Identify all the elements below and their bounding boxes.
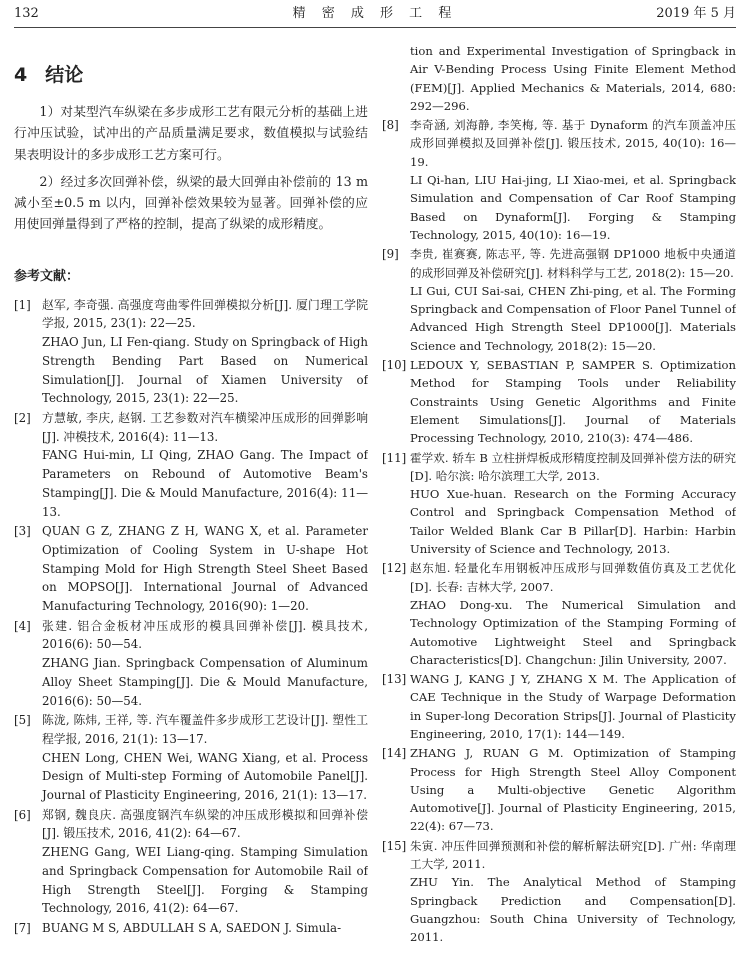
reference-line: LI Qi-han, LIU Hai-jing, LI Xiao-mei, et al. Springback Simulation and Compensation of Car Roof Stamping Based on Dynaform[J]. Forging & Stamping Technology, 2015, 40(10): 16—19. xyxy=(410,173,736,242)
reference-index: [12] xyxy=(382,561,407,576)
reference-item xyxy=(382,559,736,669)
left-column xyxy=(14,40,368,954)
reference-index: [10] xyxy=(382,358,407,373)
reference-item xyxy=(382,744,736,835)
conclusion-paragraph-2: 2）经过多次回弹补偿，纵梁的最大回弹由补偿前的 13 m 减小至±0.5 m 以内，回弹补偿效果较为显著。回弹补偿的应用使回弹量得到了严格的控制，提高了纵梁的成形精度。 xyxy=(14,173,368,232)
reference-line: ZHANG J, RUAN G M. Optimization of Stamping Process for High Strength Steel Alloy Component Using a Multi-objective Genetic Algorithm Automotive[J]. Journal of Plasticity Engineering, 2015, 22(4): 67—73. xyxy=(410,746,736,834)
reference-line: LI Gui, CUI Sai-sai, CHEN Zhi-ping, et al. The Forming Springback and Compensation of Floor Panel Tunnel of Advanced High Strength Steel DP1000[J]. Materials Science and Technology, 2018(2): 15—20. xyxy=(410,283,736,353)
reference-item xyxy=(382,245,736,355)
reference-line: 张建. 铝合金板材冲压成形的模具回弹补偿[J]. 模具技术, 2016(6): 50—54. xyxy=(42,618,368,652)
reference-line: 李贵, 崔赛赛, 陈志平, 等. 先进高强钢 DP1000 地板中央通道的成形回弹及补偿研究[J]. 材料科学与工艺, 2018(2): 15—20. xyxy=(410,247,736,280)
reference-text xyxy=(42,522,368,616)
reference-line: ZHAO Dong-xu. The Numerical Simulation and Technology Optimization of the Stamping Forming of Automotive Lightweight Steel and Springback Characteristics[D]. Changchun: Jilin University, 2007. xyxy=(410,597,736,667)
reference-item xyxy=(382,449,736,559)
section-number: 4 xyxy=(14,64,28,86)
reference-line: CHEN Long, CHEN Wei, WANG Xiang, et al. Process Design of Multi-step Forming of Automobile Panel[J]. Journal of Plasticity Engineering, 2016, 21(1): 13—17. xyxy=(42,750,368,803)
reference-text xyxy=(42,919,368,938)
reference-line: 赵东旭. 轻量化车用钢板冲压成形与回弹数值仿真及工艺优化[D]. 长春: 吉林大学, 2007. xyxy=(410,561,736,594)
conclusion-paragraph-1: 1）对某型汽车纵梁在多步成形工艺有限元分析的基础上进行冲压试验，试冲出的产品质量满足要求，数值模拟与试验结果表明设计的多步成形工艺方案可行。 xyxy=(14,104,368,162)
reference-index: [5] xyxy=(14,713,31,728)
reference-line: ZHAO Jun, LI Fen-qiang. Study on Springback of High Strength Bending Part Based on Numerical Simulation[J]. Journal of Xiamen University of Technology, 2015, 23(1): 22—25. xyxy=(42,335,368,406)
reference-text xyxy=(410,245,736,355)
reference-item xyxy=(14,617,368,711)
reference-list-left xyxy=(14,296,368,938)
reference-line: ZHENG Gang, WEI Liang-qing. Stamping Simulation and Springback Compensation for Automobile Rail of High Strength Steel[J]. Forging & Stamping Technology, 2016, 41(2): 64—67. xyxy=(42,845,368,916)
reference-item xyxy=(382,837,736,947)
reference-item xyxy=(14,522,368,616)
reference-line: 陈泷, 陈炜, 王祥, 等. 汽车覆盖件多步成形工艺设计[J]. 塑性工程学报, 2016, 21(1): 13—17. xyxy=(42,713,368,746)
reference-text xyxy=(410,744,736,835)
reference-item xyxy=(382,670,736,743)
reference-text xyxy=(42,409,368,521)
reference-line: ZHANG Jian. Springback Compensation of Aluminum Alloy Sheet Stamping[J]. Die & Mould Manufacture, 2016(6): 50—54. xyxy=(42,656,368,708)
reference-text xyxy=(410,116,736,244)
reference-index: [3] xyxy=(14,524,31,539)
section-title: 结论 xyxy=(45,64,84,86)
reference-line: HUO Xue-huan. Research on the Forming Accuracy Control and Springback Compensation Method of Tailor Welded Blank Car B Pillar[D]. Harbin: Harbin University of Science and Technology, 2013. xyxy=(410,487,736,557)
reference-line: LEDOUX Y, SEBASTIAN P, SAMPER S. Optimization Method for Stamping Tools under Reliability Constraints Using Genetic Algorithms and Finite Element Simulations[J]. Journal of Materials Processing Technology, 2010, 210(3): 474—486. xyxy=(410,358,736,446)
reference-index: [15] xyxy=(382,838,407,853)
reference-index: [1] xyxy=(14,297,31,312)
page-number: 132 xyxy=(14,6,39,21)
reference-text xyxy=(42,296,368,408)
reference-index: [9] xyxy=(382,247,399,262)
reference-text xyxy=(42,617,368,711)
reference-line: 方慧敏, 李庆, 赵钢. 工艺参数对汽车横梁冲压成形的回弹影响[J]. 冲模技术, 2016(4): 11—13. xyxy=(42,411,368,444)
reference-line: QUAN G Z, ZHANG Z H, WANG X, et al. Parameter Optimization of Cooling System in U-shape Hot Stamping Mold for High Strength Steel Sheet Based on MOPSO[J]. International Journal of Advanced Manufacturing Technology, 2016(90): 1—20. xyxy=(42,524,368,614)
reference-line: ZHU Yin. The Analytical Method of Stamping Springback Prediction and Compensation[D]. Guangzhou: South China University of Technology, 2011. xyxy=(410,875,736,945)
reference-index: [8] xyxy=(382,118,399,133)
reference-text xyxy=(410,559,736,669)
reference-line: WANG J, KANG J Y, ZHANG X M. The Application of CAE Technique in the Study of Warpage Deformation in Super-long Decoration Strips[J]. Journal of Plasticity Engineering, 2010, 17(1): 144—149. xyxy=(410,672,736,741)
reference-index: [4] xyxy=(14,618,31,633)
issue-date: 2019 年 5 月 xyxy=(656,6,736,21)
reference-line: 郑钢, 魏良庆. 高强度钢汽车纵梁的冲压成形模拟和回弹补偿[J]. 锻压技术, 2016, 41(2): 64—67. xyxy=(42,807,368,841)
section-heading xyxy=(14,60,368,87)
reference-line: 李奇涵, 刘海静, 李笑梅, 等. 基于 Dynaform 的汽车顶盖冲压成形回弹模拟及回弹补偿[J]. 锻压技术, 2015, 40(10): 16—19. xyxy=(410,118,736,169)
journal-title: 精 密 成 形 工 程 xyxy=(292,6,458,21)
reference-item xyxy=(14,806,368,918)
header-rule xyxy=(14,27,736,28)
reference-text xyxy=(410,670,736,743)
reference-text xyxy=(42,711,368,805)
reference-line: BUANG M S, ABDULLAH S A, SAEDON J. Simula- xyxy=(42,920,342,935)
reference-line: FANG Hui-min, LI Qing, ZHAO Gang. The Impact of Parameters on Rebound of Automotive Beam's Stamping[J]. Die & Mould Manufacture, 2016(4): 11—13. xyxy=(42,448,368,519)
reference-item xyxy=(382,356,736,447)
running-header xyxy=(14,4,736,26)
reference-text xyxy=(410,449,736,559)
references-heading: 参考文献： xyxy=(14,268,80,284)
reference-index: [13] xyxy=(382,672,407,687)
reference-7-continuation: tion and Experimental Investigation of Springback in Air V-Bending Process Using Finite Element Method (FEM)[J]. Applied Mechanics & Materials, 2014, 680: 292—296. xyxy=(410,44,736,113)
reference-item xyxy=(14,296,368,408)
reference-text xyxy=(410,837,736,947)
reference-index: [14] xyxy=(382,746,407,761)
reference-list-right xyxy=(382,116,736,946)
reference-text xyxy=(410,356,736,447)
reference-index: [7] xyxy=(14,920,31,935)
reference-item xyxy=(14,919,368,938)
reference-index: [6] xyxy=(14,807,31,822)
reference-text xyxy=(42,806,368,918)
reference-index: [2] xyxy=(14,411,31,425)
reference-item xyxy=(14,409,368,521)
reference-item xyxy=(14,711,368,805)
reference-line: 赵军, 李奇强. 高强度弯曲零件回弹模拟分析[J]. 厦门理工学院学报, 2015, 23(1): 22—25. xyxy=(42,297,368,331)
reference-line: 朱寅. 冲压件回弹预测和补偿的解析解法研究[D]. 广州: 华南理工大学, 2011. xyxy=(410,838,736,872)
right-column xyxy=(382,42,736,954)
reference-index: [11] xyxy=(382,450,407,465)
reference-item xyxy=(382,116,736,244)
reference-line: 霍学欢. 轿车 B 立柱拼焊板成形精度控制及回弹补偿方法的研究[D]. 哈尔滨: 哈尔滨理工大学, 2013. xyxy=(410,450,736,483)
